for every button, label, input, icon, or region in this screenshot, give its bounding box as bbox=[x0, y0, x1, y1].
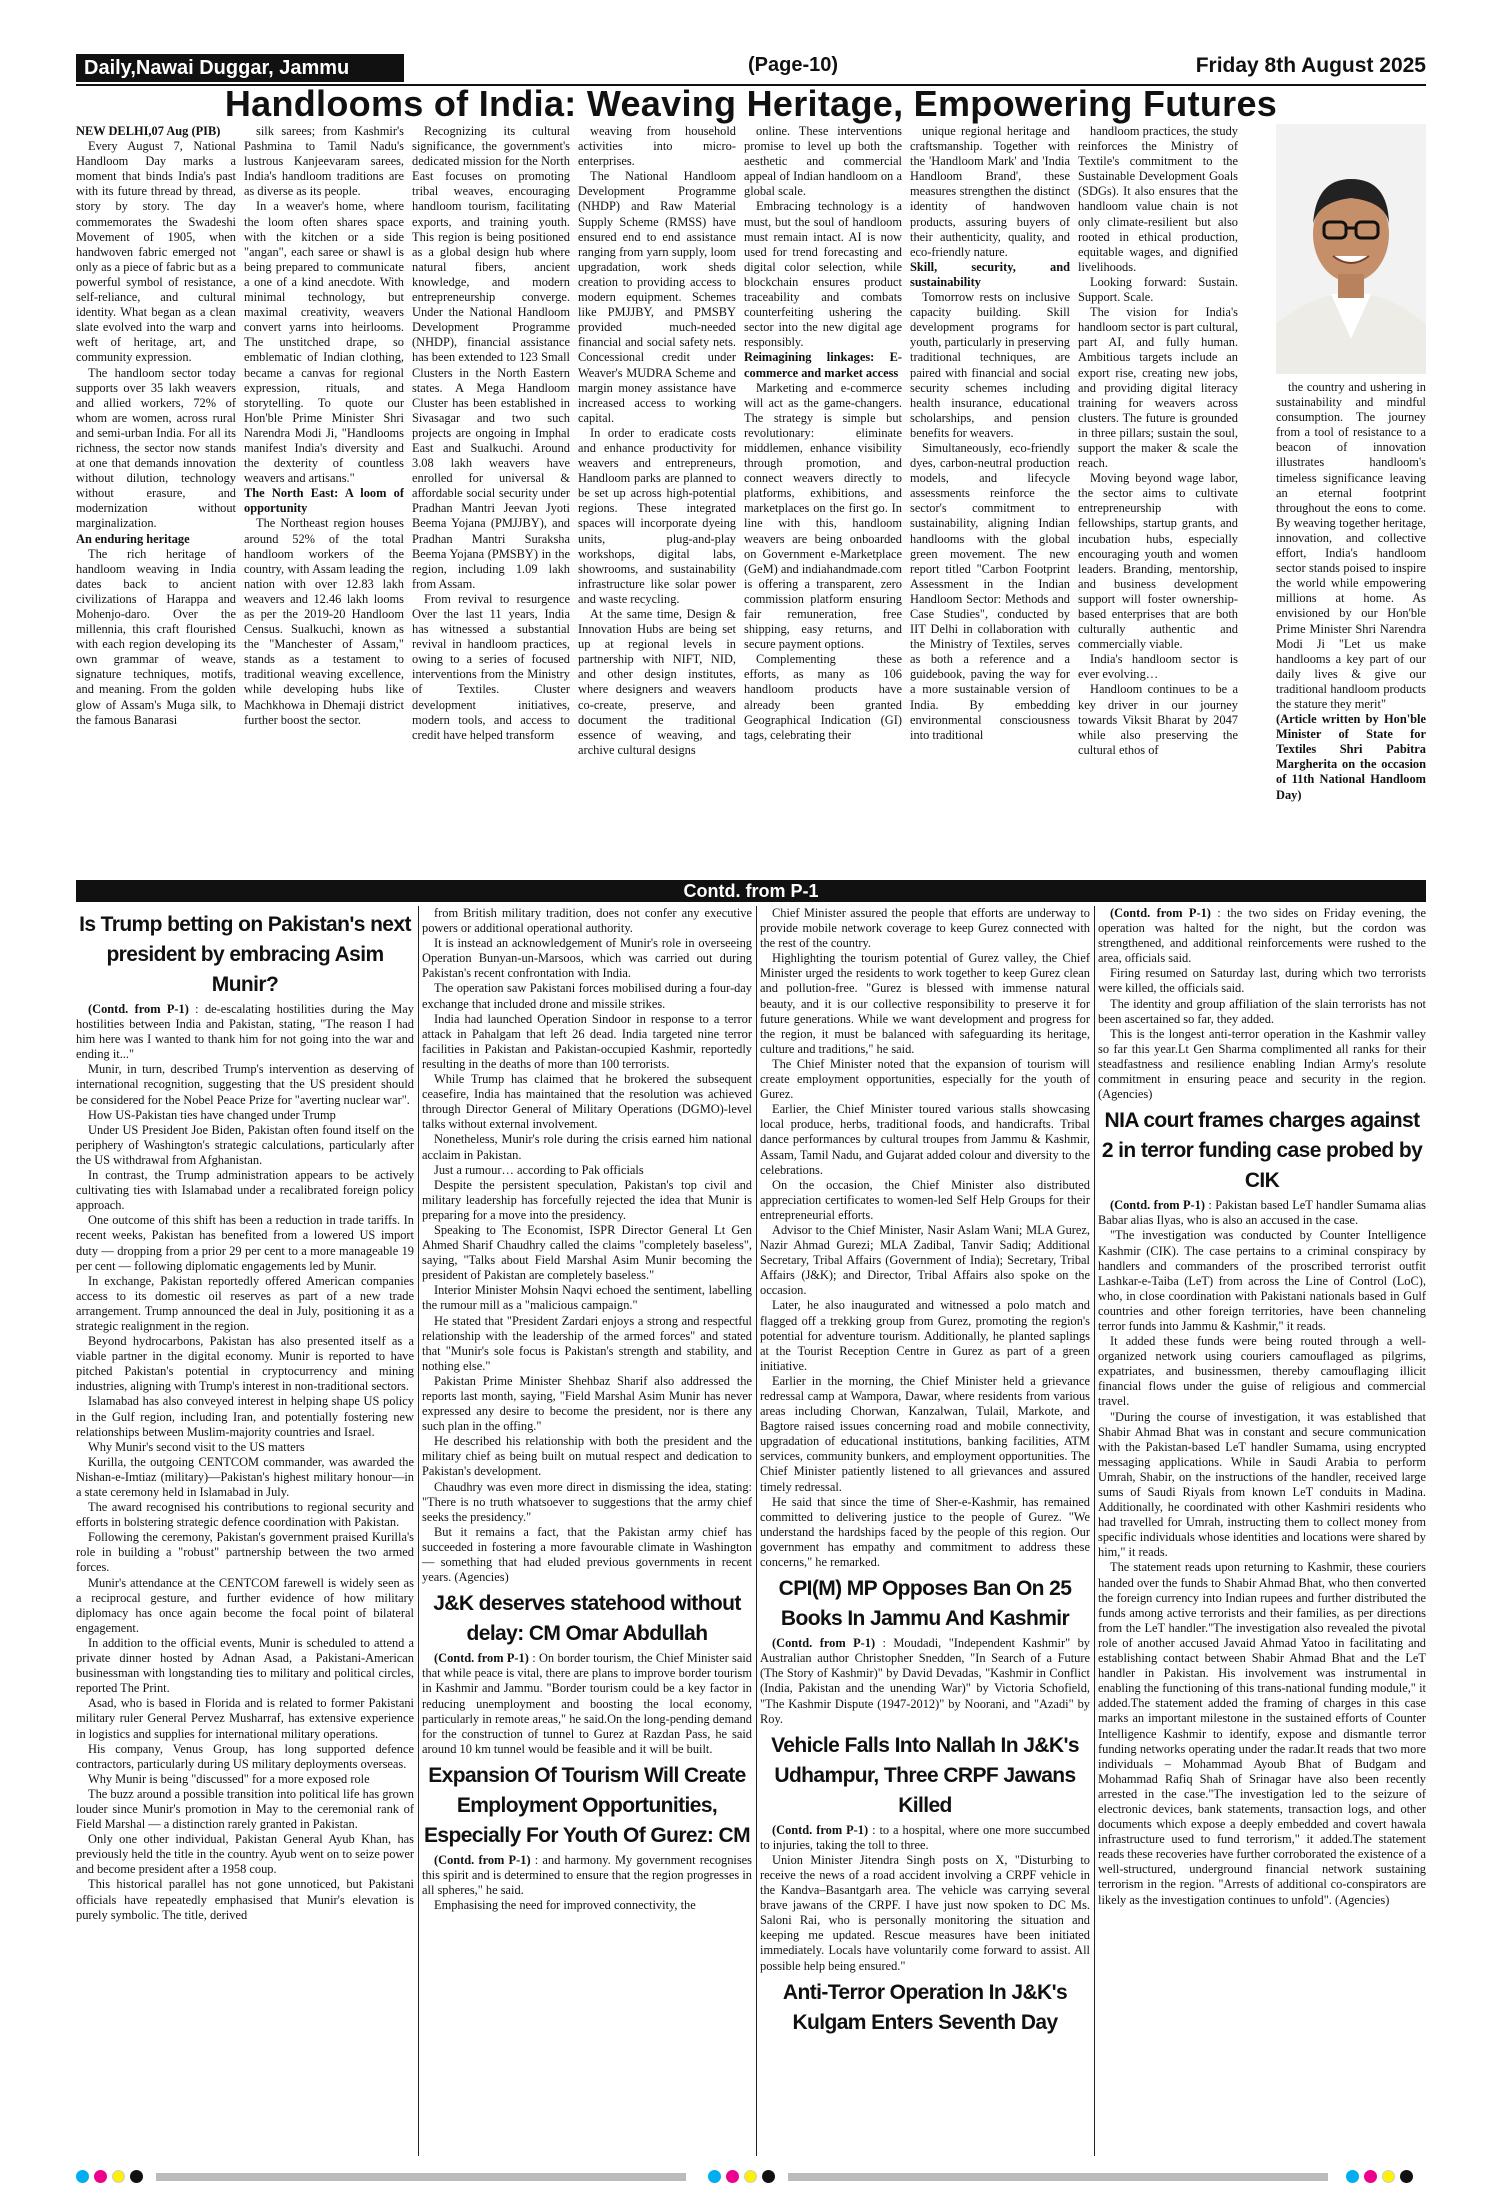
paper-name: Daily,Nawai Duggar, Jammu bbox=[76, 54, 404, 82]
paragraph: Skill, security, and sustainability bbox=[910, 259, 1070, 289]
paragraph: While Trump has claimed that he brokered the subsequent ceasefire, India has maintained that the resolution was achieved through Director General of Military Operations (DGMO)-level talks without external involvement. bbox=[422, 1072, 752, 1132]
paragraph: Highlighting the tourism potential of Gurez valley, the Chief Minister urged the residents to work together to keep Gurez clean and pollution-free. "Gurez is blessed with immense natural beauty, and it is our collective responsibility to preserve it for future generations. While we want development and progress for the region, it must be balanced with safeguarding its heritage, culture and traditions," he said. bbox=[760, 951, 1090, 1056]
story-headline: J&K deserves statehood without delay: CM Omar Abdullah bbox=[433, 1592, 741, 1646]
paragraph: From revival to resurgence Over the last 11 years, India has witnessed a substantial revival in handloom practices, owing to a series of focused interventions from the Ministry of Textiles. Cluster development initiatives, modern tools, and access to credit have helped transform bbox=[412, 591, 570, 742]
paragraph: The National Handloom Development Programme (NHDP) and Raw Material Supply Scheme (RMSS) have ensured end to end assistance ranging from yarn supply, loom upgradation, work sheds creation to providing access to modern equipment. Schemes like PMJJBY, and PMSBY provided much-needed financial and social safety nets. Concessional credit under Weaver's MUDRA Scheme and margin money assistance have increased access to working capital. bbox=[578, 169, 736, 425]
paragraph: (Contd. from P-1) : On border tourism, the Chief Minister said that while peace is vital, there are plans to improve border tourism in Kashmir and Jammu. "Border tourism could be a key factor in reducing unemployment and boosting the local economy, particularly in remote areas," he said.On the long-pending demand for the construction of tunnel to Gurez at Razdan Pass, he said around 10 km tunnel would be feasible and it will be built. bbox=[422, 1651, 752, 1756]
paragraph: The handloom sector today supports over 35 lakh weavers and allied workers, 72% of whom are women, across rural and semi-urban India. For all its richness, the sector now stands at one that demands innovation without dilution, technology without erasure, and modernization without marginalization. bbox=[76, 365, 236, 531]
paragraph: NEW DELHI,07 Aug (PIB) bbox=[76, 124, 221, 138]
paragraph: Marketing and e-commerce will act as the game-changers. The strategy is simple but revolutionary: eliminate middlemen, enhance visibility through promotion, and connect weavers directly to platforms, exhibitions, and marketplaces on the first go. In line with this, handloom weavers are being onboarded on Government e-Marketplace (GeM) and indiahandmade.com is offering a transparent, zero commission platform ensuring fair remuneration, free shipping, easy returns, and secure payment options. bbox=[744, 380, 902, 652]
paragraph: Chaudhry was even more direct in dismissing the idea, stating: "There is no truth whatsoever to suggestions that the army chief seeks the presidency." bbox=[422, 1479, 752, 1524]
masthead bbox=[76, 54, 1426, 84]
paragraph: Beyond hydrocarbons, Pakistan has also presented itself as a viable partner in the digital economy. Munir is reported to have pitched Pakistan's potential in cryptocurrency and mining industries, aligning with Trump's interest in non-traditional sectors. bbox=[76, 1334, 414, 1394]
feature-col-8 bbox=[1276, 380, 1426, 876]
story-trump bbox=[76, 906, 414, 2156]
feature-article bbox=[76, 124, 1426, 876]
paragraph: Simultaneously, eco-friendly dyes, carbon-neutral production models, and lifecycle assessments reinforce the sector's commitment to sustainability, aligning Indian handlooms with the global green movement. The new report titled "Carbon Footprint Assessment in the Indian Handloom Sector: Methods and Case Studies", conducted by IIT Delhi in collaboration with the Ministry of Textiles, serves as both a reference and a guidebook, paving the way for a more sustainable version of India. By embedding environmental consciousness into traditional bbox=[910, 440, 1070, 742]
paragraph: (Contd. from P-1) : the two sides on Friday evening, the operation was halted for the night, but the cordon was strengthened, and additional reinforcements were rushed to the area, officials said. bbox=[1098, 906, 1426, 966]
paragraph: Islamabad has also conveyed interest in helping shape US policy in the Gulf region, including Iran, and potentially fostering new relationships between Muslim-majority countries and Israel. bbox=[76, 1394, 414, 1439]
story-headline: Is Trump betting on Pakistan's next president by embracing Asim Munir? bbox=[79, 913, 411, 996]
story-headline: CPI(M) MP Opposes Ban On 25 Books In Jammu And Kashmir bbox=[778, 1577, 1072, 1631]
paragraph: Kurilla, the outgoing CENTCOM commander, was awarded the Nishan-e-Imtiaz (military)—Pakistan's highest military honour—in a state ceremony held in Islamabad in July. bbox=[76, 1454, 414, 1499]
paragraph: handloom practices, the study reinforces the Ministry of Textile's commitment to the Sustainable Development Goals (SDGs). It also ensures that the handloom value chain is not only climate-resilient but also rooted in ethical production, equitable wages, and dignified livelihoods. bbox=[1078, 124, 1238, 274]
story-trump-cont-jk-tour bbox=[422, 906, 752, 2156]
feature-col-6 bbox=[910, 124, 1070, 876]
paragraph: This historical parallel has not gone unnoticed, but Pakistani officials have repeatedly emphasised that Munir's elevation is purely symbolic. The title, derived bbox=[76, 1877, 414, 1922]
paragraph: "The investigation was conducted by Counter Intelligence Kashmir (CIK). The case pertains to a criminal conspiracy by handlers and commanders of the proscribed terrorist outfit Lashkar-e-Taiba (LeT) from across the Line of Control (LoC), who, in close coordination with Pakistani nationals based in Gulf countries and other foreign territories, have been channeling terror funds into Jammu & Kashmir," it reads. bbox=[1098, 1228, 1426, 1333]
paragraph: On the occasion, the Chief Minister also distributed appreciation certificates to women-led Self Help Groups for their entrepreneurial efforts. bbox=[760, 1177, 1090, 1222]
story-headline: NIA court frames charges against 2 in terror funding case probed by CIK bbox=[1101, 1109, 1423, 1193]
paragraph: He stated that "President Zardari enjoys a strong and respectful relationship with the leadership of the armed forces" and stated that "Munir's sole focus is Pakistan's strength and stability, and nothing else." bbox=[422, 1313, 752, 1373]
magenta-dot bbox=[1364, 2170, 1377, 2183]
paragraph: Moving beyond wage labor, the sector aims to cultivate entrepreneurship with fellowships, startup grants, and incubation hubs, especially encouraging youth and women leaders. Branding, mentorship, and business development support will foster ownership-based enterprises that are both culturally authentic and commercially viable. bbox=[1078, 471, 1238, 652]
paragraph: Union Minister Jitendra Singh posts on X, "Disturbing to receive the news of a road accident involving a CRPF vehicle in the Kandva–Basantgarh area. The vehicle was carrying several brave jawans of the CRPF. I have just now spoken to DC Ms. Saloni Rai, who is personally monitoring the situation and keeping me updated. Rescue measures have been initiated immediately. Locals have voluntarily come forward to assist. All possible help being ensured." bbox=[760, 1852, 1090, 1973]
paragraph: the country and ushering in sustainability and mindful consumption. The journey from a tool of resistance to a beacon of innovation illustrates handloom's timeless significance leaving an eternal footprint throughout the eons to come. By weaving together heritage, innovation, and collective effort, India's handloom sector stands poised to inspire the world while empowering millions at home. As envisioned by our Hon'ble Prime Minister Shri Narendra Modi Ji "Let us make handlooms a key part of our daily lives & give our traditional handloom products the stature they merit" bbox=[1276, 380, 1426, 711]
paragraph: One outcome of this shift has been a reduction in trade tariffs. In recent weeks, Pakistan has benefited from a lowered US import duty — dropping from a prior 29 per cent to a more manageable 19 per cent — following diplomatic engagements led by Munir. bbox=[76, 1213, 414, 1273]
paragraph: The North East: A loom of opportunity bbox=[244, 486, 404, 516]
cyan-dot bbox=[708, 2170, 721, 2183]
paragraph: In addition to the official events, Munir is scheduled to attend a private dinner hosted by Adnan Asad, a Pakistani-American businessman with longstanding ties to military and political circles, reported The Print. bbox=[76, 1635, 414, 1696]
paragraph: Following the ceremony, Pakistan's government praised Kurilla's role in building a "robust" partnership between the two armed forces. bbox=[76, 1530, 414, 1575]
paragraph: (Contd. from P-1) : and harmony. My government recognises this spirit and is determined to ensure that the region progresses in all spheres," he said. bbox=[422, 1852, 752, 1898]
paragraph: Munir, in turn, described Trump's intervention as deserving of international recognition, suggesting that the US president should be considered for the Nobel Peace Prize for "averting nuclear war". bbox=[76, 1062, 414, 1107]
paragraph: It is instead an acknowledgement of Munir's role in overseeing Operation Bunyan-un-Marsoos, which was carried out during Pakistan's recent confrontation with India. bbox=[422, 936, 752, 981]
gray-bar bbox=[788, 2173, 1328, 2181]
story-headline: Expansion Of Tourism Will Create Employment Opportunities, Especially For Youth Of Gurez: CM bbox=[424, 1763, 750, 1847]
paragraph: He described his relationship with both the president and the military chief as being built on mutual respect and dedication to Pakistan's development. bbox=[422, 1434, 752, 1479]
paragraph: The buzz around a possible transition into political life has grown louder since Munir's promotion in May to the ceremonial rank of Field Marshal — a distinction rarely granted in Pakistan. bbox=[76, 1786, 414, 1832]
paragraph: Nonetheless, Munir's role during the crisis earned him national acclaim in Pakistan. bbox=[422, 1132, 752, 1162]
page-number: (Page-10) bbox=[748, 54, 839, 76]
gray-bar bbox=[156, 2173, 686, 2181]
paragraph: Under US President Joe Biden, Pakistan often found itself on the periphery of Washington's strategic calculations, particularly after the US withdrawal from Afghanistan. bbox=[76, 1122, 414, 1167]
magenta-dot bbox=[94, 2170, 107, 2183]
feature-headline: Handlooms of India: Weaving Heritage, Empowering Futures bbox=[224, 83, 1278, 124]
paragraph: In exchange, Pakistan reportedly offered American companies access to its domestic oil reserves as part of a new trade arrangement. Trump announced the deal in July, positioning it as a strategic realignment in the region. bbox=[76, 1273, 414, 1333]
paragraph: In a weaver's home, where the loom often shares space with the kitchen or a side "angan", each saree or shawl is being prepared to communicate a one of a kind anecdote. With minimal technology, but maximal creativity, weavers convert yarns into heirlooms. The unstitched drape, so emblematic of Indian clothing, became a canvas for regional expression, rituals, and storytelling. To quote our Hon'ble Prime Minister Shri Narendra Modi Ji, "Handlooms manifest India's diversity and the dexterity of countless weavers and artisans." bbox=[244, 199, 404, 486]
paragraph: At the same time, Design & Innovation Hubs are being set up at regional levels in partnership with NIFT, NID, and other design institutes, where designers and weavers co-create, preserve, and document the traditional essence of weaving, and archive cultural designs bbox=[578, 607, 736, 757]
paragraph: Reimagining linkages: E-commerce and market access bbox=[744, 350, 902, 380]
paragraph: Why Munir is being "discussed" for a more exposed role bbox=[88, 1771, 370, 1786]
paragraph: from British military tradition, does not confer any executive powers or additional operational authority. bbox=[422, 906, 752, 936]
paragraph: (Contd. from P-1) : Pakistan based LeT handler Sumama alias Babar alias Ilyas, who is also an accused in the case. bbox=[1098, 1198, 1426, 1228]
paragraph: "During the course of investigation, it was established that Shabir Ahmad Bhat was in constant and secure communication with the Pakistan-based LeT handler Sumama, using encrypted messaging applications. While in Saudi Arabia to perform Umrah, Shabir, on the instructions of the handler, received large sums of Saudi Riyals from known LeT conduits in Madina. Additionally, he coordinated with other Kashmiri residents who had travelled for Umrah, instructing them to collect money from specific individuals whose identities and locations were shared by him," it reads. bbox=[1098, 1409, 1426, 1560]
cyan-dot bbox=[76, 2170, 89, 2183]
feature-col-7 bbox=[1078, 124, 1238, 876]
paragraph: Advisor to the Chief Minister, Nasir Aslam Wani; MLA Gurez, Nazir Ahmad Gurezi; MLA Zadibal, Tanvir Sadiq; Additional Secretary, Tribal Affairs (Government of India); Secretary, Tribal Affairs (J&K); and Director, Tribal Affairs also spoke on the occasion. bbox=[760, 1222, 1090, 1298]
paragraph: The Chief Minister noted that the expansion of tourism will create employment opportunities, especially for the youth of Gurez. bbox=[760, 1056, 1090, 1102]
paragraph: Later, he also inaugurated and witnessed a polo match and flagged off a trekking group from Gurez, promoting the region's potential for adventure tourism. Additionally, he planted saplings at the Tourist Reception Centre in Gurez as part of a green initiative. bbox=[760, 1298, 1090, 1373]
magenta-dot bbox=[726, 2170, 739, 2183]
yellow-dot bbox=[1382, 2170, 1395, 2183]
paragraph: (Contd. from P-1) : Moudadi, "Independent Kashmir" by Australian author Christopher Snedden, "In Search of a Future (The Story of Kashmir)" by David Devadas, "Kashmir in Conflict (India, Pakistan and the unending War)" by Victoria Schofield, "The Kashmir Dispute (1947-2012)" by Noorani, and "Azadi" by Roy. bbox=[760, 1636, 1090, 1726]
paragraph: Despite the persistent speculation, Pakistan's top civil and military leadership has forcefully rejected the idea that Munir is preparing for a move into the presidency. bbox=[422, 1177, 752, 1222]
cyan-dot bbox=[1346, 2170, 1359, 2183]
paragraph: Emphasising the need for improved connectivity, the bbox=[434, 1898, 696, 1913]
paragraph: (Article written by Hon'ble Minister of State for Textiles Shri Pabitra Margherita on the occasion of 11th National Handloom Day) bbox=[1276, 712, 1426, 802]
paragraph: Asad, who is based in Florida and is related to former Pakistani military ruler General Pervez Musharraf, has extensive experience in logistics and supplies for international military operations. bbox=[76, 1696, 414, 1741]
contd-band: Contd. from P-1 bbox=[76, 880, 1426, 902]
print-registration-strip bbox=[76, 2170, 1426, 2184]
paragraph: The identity and group affiliation of the slain terrorists has not been ascertained so far, they added. bbox=[1098, 996, 1426, 1026]
paragraph: Earlier, the Chief Minister toured various stalls showcasing local produce, herbs, traditional foods, and handicrafts. Tribal dance performances by cultural troupes from Jammu & Kashmir, Assam, Tamil Nadu, and Gujarat added colour and diversity to the celebrations. bbox=[760, 1102, 1090, 1177]
paragraph: Recognizing its cultural significance, the government's dedicated mission for the North East focuses on promoting tribal weaves, encouraging handloom tourism, facilitating exports, and training youth. This region is being positioned as a global design hub where natural fibers, ancient knowledge, and modern entrepreneurship converge. Under the National Handloom Development Programme (NHDP), financial assistance has been extended to 123 Small Clusters in the North Eastern states. A Mega Handloom Cluster has been established in Sivasagar and two such projects are ongoing in Imphal East and Sualkuchi. Around 3.08 lakh weavers have enrolled for universal & affordable social security under Pradhan Mantri Jeevan Jyoti Beema Yojana (PMJJBY), and Pradhan Mantri Suraksha Beema Yojana (PMSBY) in the region, including 1.09 lakh from Assam. bbox=[412, 124, 570, 591]
paragraph: It added these funds were being routed through a well-organized network using couriers camouflaged as pilgrims, expatriates, and businessmen, thereby camouflaging illicit financial flows under the guise of religious and commercial travel. bbox=[1098, 1334, 1426, 1409]
paragraph: How US-Pakistan ties have changed under Trump bbox=[88, 1107, 336, 1122]
black-dot bbox=[130, 2170, 143, 2183]
black-dot bbox=[1400, 2170, 1413, 2183]
paragraph: Earlier in the morning, the Chief Minister held a grievance redressal camp at Wampora, Dawar, where residents from various areas including Chorwan, Kanzalwan, Tulail, Markote, and Bagtore raised issues concerning road and mobile connectivity, upgradation of educational institutions, banking facilities, ATM services, community bunkers, and employment opportunities. The Chief Minister patiently listened to all grievances and assured timely redressal. bbox=[760, 1373, 1090, 1494]
paragraph: Why Munir's second visit to the US matters bbox=[88, 1439, 305, 1454]
paragraph: The rich heritage of handloom weaving in India dates back to ancient civilizations of Harappa and Mohenjo-daro. Over the millennia, this craft flourished with each region developing its own grammar of weave, signature techniques, motifs, and meaning. From the golden glow of Assam's Muga silk, to the famous Banarasi bbox=[76, 546, 236, 727]
continued-stories bbox=[76, 906, 1426, 2156]
paragraph: Tomorrow rests on inclusive capacity building. Skill development programs for youth, particularly in preserving traditional techniques, are paired with financial and social security schemes including health insurance, educational scholarships, and pension benefits for weavers. bbox=[910, 290, 1070, 440]
feature-col-3 bbox=[412, 124, 570, 876]
paragraph: Handloom continues to be a key driver in our journey towards Viksit Bharat by 2047 while also preserving the cultural ethos of bbox=[1078, 682, 1238, 757]
paragraph: But it remains a fact, that the Pakistan army chief has succeeded in fostering a more favourable climate in Washington — something that had eluded previous governments in recent years. (Agencies) bbox=[422, 1524, 752, 1585]
paragraph: This is the longest anti-terror operation in the Kashmir valley so far this year.Lt Gen Sharma complimented all ranks for their steadfastness and resilience enabling Indian Army's resolute commitment in ensuring peace and security in the region. (Agencies) bbox=[1098, 1026, 1426, 1102]
paragraph: Pakistan Prime Minister Shehbaz Sharif also addressed the reports last month, saying, "Field Marshal Asim Munir has never expressed any desire to become the president, nor is there any such plan in the offing." bbox=[422, 1373, 752, 1434]
paragraph: Only one other individual, Pakistan General Ayub Khan, has previously held the title in the country. Ayub went on to seize power and become president after a 1958 coup. bbox=[76, 1832, 414, 1877]
paragraph: India had launched Operation Sindoor in response to a terror attack in Pahalgam that left 26 dead. India targeted nine terror facilities in Pakistan and Pakistan-occupied Kashmir, reportedly resulting in the deaths of more than 100 terrorists. bbox=[422, 1011, 752, 1071]
paragraph: Just a rumour… according to Pak officials bbox=[434, 1162, 644, 1177]
paragraph: The Northeast region houses around 52% of the total handloom workers of the country, with Assam leading the nation with over 12.83 lakh weavers and 12.46 lakh looms as per the 2019-20 Handloom Census. Sualkuchi, known as the "Manchester of Assam," stands as a testament to traditional weaving excellence, while developing hubs like Machkhowa in Dhemaji district further boost the sector. bbox=[244, 516, 404, 727]
paragraph: In order to eradicate costs and enhance productivity for weavers and entrepreneurs, Handloom parks are planned to be set up across high-potential regions. These integrated spaces will incorporate dyeing units, plug-and-play workshops, digital labs, showrooms, and sustainability infrastructure like solar power and waste recycling. bbox=[578, 425, 736, 606]
divider bbox=[756, 906, 757, 2156]
feature-col-1 bbox=[76, 124, 236, 876]
paragraph: The vision for India's handloom sector is part cultural, part AI, and fully human. Ambitious targets include an export rise, creating new jobs, and providing digital literacy training for weavers across clusters. The future is grounded in three pillars; sustain the soul, support the maker & scale the reach. bbox=[1078, 305, 1238, 471]
paragraph: His company, Venus Group, has long supported defence contractors, particularly during US military deployments overseas. bbox=[76, 1741, 414, 1771]
paragraph: In contrast, the Trump administration appears to be actively cultivating ties with Islamabad under a recalibrated foreign policy approach. bbox=[76, 1168, 414, 1213]
paragraph: Every August 7, National Handloom Day marks a moment that binds India's past with its future thread by thread, story by story. The day commemorates the Swadeshi Movement of 1905, when handwoven fabric emerged not only as a piece of fabric but as a powerful symbol of resistance, self-reliance, and cultural identity. What began as a clean slate evolved into the warp and weft of heritage, art, and community expression. bbox=[76, 139, 236, 365]
paragraph: Firing resumed on Saturday last, during which two terrorists were killed, the officials said. bbox=[1098, 966, 1426, 996]
paragraph: Embracing technology is a must, but the soul of handloom must remain intact. AI is now used for trend forecasting and digital color selection, while blockchain ensures product traceability and combats counterfeiting ushering the sector into the new digital age responsibly. bbox=[744, 199, 902, 350]
paragraph: India's handloom sector is ever evolving… bbox=[1078, 652, 1238, 682]
paragraph: Munir's attendance at the CENTCOM farewell is widely seen as a reciprocal gesture, and further evidence of how military diplomacy has once again become the focal point of bilateral engagement. bbox=[76, 1575, 414, 1635]
paragraph: weaving from household activities into micro-enterprises. bbox=[578, 124, 736, 169]
divider bbox=[418, 906, 419, 2156]
paragraph: An enduring heritage bbox=[76, 531, 190, 546]
paragraph: The award recognised his contributions to regional security and efforts in bolstering strategic defence coordination with Pakistan. bbox=[76, 1500, 414, 1530]
feature-col-5 bbox=[744, 124, 902, 876]
paragraph: Chief Minister assured the people that efforts are underway to provide mobile network coverage to keep Gurez connected with the rest of the country. bbox=[760, 906, 1090, 951]
paragraph: The statement reads upon returning to Kashmir, these couriers handed over the funds to Shabir Ahmad Bhat, who then converted the foreign currency into Indian rupees and further distributed the funds among active terrorists and their families, as per directions from the LeT handler."The investigation also revealed the pivotal role of another accused Javaid Ahmad Yatoo in facilitating and establishing contact between Shabir Ahmad Bhat and the LeT handler in Pakistan. His involvement was instrumental in enabling the functioning of this trans-national funding module," it added.The statement added the framing of charges in this case marks an important milestone in the sustained efforts of Counter Intelligence Kashmir to identify, expose and dismantle terror funding networks operating under the radar.It reads that two more individuals – Mohammad Ayoub Bhat of Budgam and Mohammad Rafiq Shah of Srinagar have also been recently arrested in the case."The investigation led to the seizure of electronic devices, bank statements, transaction logs, and other documents which expose a deeply embedded and covert hawala infrastructure used to fund terrorism," it added.The statement reads these recoveries have further corroborated the existence of a well-structured, underground financial network sustaining terrorism in the region. "Arrests of additional co-conspirators are likely as the investigation continues to unfold". (Agencies) bbox=[1098, 1560, 1426, 1907]
paragraph: unique regional heritage and craftsmanship. Together with the 'Handloom Mark' and 'India Handloom Brand', these measures strengthen the distinct identity of handwoven products, assuring buyers of their authenticity, quality, and eco-friendly nature. bbox=[910, 124, 1070, 259]
paragraph: He said that since the time of Sher-e-Kashmir, has remained committed to delivering justice to the people of Gurez. "We understand the hardships faced by the people of this region. Our government has empathy and commitment to address these concerns," he remarked. bbox=[760, 1494, 1090, 1570]
story-kulgam-nia bbox=[1098, 906, 1426, 2156]
paragraph: Interior Minister Mohsin Naqvi echoed the sentiment, labelling the rumour mill as a "malicious campaign." bbox=[422, 1283, 752, 1313]
paragraph: Looking forward: Sustain. Support. Scale. bbox=[1078, 274, 1238, 305]
feature-col-2 bbox=[244, 124, 404, 876]
yellow-dot bbox=[744, 2170, 757, 2183]
issue-date: Friday 8th August 2025 bbox=[1195, 54, 1426, 77]
feature-col-4 bbox=[578, 124, 736, 876]
paragraph: Complementing these efforts, as many as 106 handloom products have already been granted Geographical Indication (GI) tags, celebrating their bbox=[744, 652, 902, 742]
story-headline: Vehicle Falls Into Nallah In J&K's Udhampur, Three CRPF Jawans Killed bbox=[771, 1733, 1079, 1817]
paragraph: Speaking to The Economist, ISPR Director General Lt Gen Ahmed Sharif Chaudhry called the claims "completely baseless", saying, "Talks about Field Marshal Asim Munir becoming the president of Pakistan are completely baseless." bbox=[422, 1222, 752, 1283]
author-portrait bbox=[1276, 124, 1426, 374]
author-photo-illustration bbox=[1276, 124, 1426, 374]
divider bbox=[1094, 906, 1095, 2156]
paragraph: online. These interventions promise to level up both the aesthetic and commercial appeal of Indian handloom on a global scale. bbox=[744, 124, 902, 199]
paragraph: (Contd. from P-1) : to a hospital, where one more succumbed to injuries, taking the toll to three. bbox=[760, 1822, 1090, 1852]
story-headline: Anti-Terror Operation In J&K's Kulgam Enters Seventh Day bbox=[782, 1980, 1068, 2034]
paragraph: The operation saw Pakistani forces mobilised during a four-day exchange that included drone and missile strikes. bbox=[422, 981, 752, 1011]
black-dot bbox=[762, 2170, 775, 2183]
paragraph: silk sarees; from Kashmir's Pashmina to Tamil Nadu's lustrous Kanjeevaram sarees, India's handloom traditions are as diverse as its people. bbox=[244, 124, 404, 199]
story-tour-cpim-veh-kulgam bbox=[760, 906, 1090, 2156]
yellow-dot bbox=[112, 2170, 125, 2183]
paragraph: (Contd. from P-1) : de-escalating hostilities during the May hostilities between India and Pakistan, stating, "The reason I had him here was I wanted to thank him for not going into the war and ending it..." bbox=[76, 1002, 414, 1062]
